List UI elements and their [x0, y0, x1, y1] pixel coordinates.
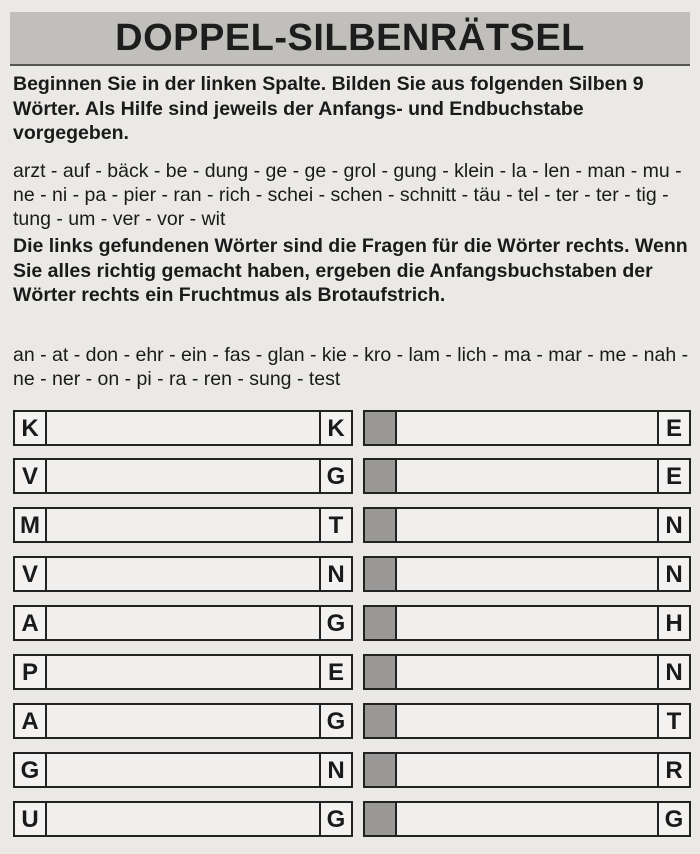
left-word-box: [13, 654, 353, 690]
left-start-letter: M: [13, 507, 47, 543]
left-answer-field[interactable]: [49, 754, 319, 786]
left-end-letter: G: [319, 458, 353, 494]
right-answer-field[interactable]: [399, 705, 657, 737]
instructions-part-1: Beginnen Sie in der linken Spalte. Bilden Sie aus folgenden Silben 9 Wörter. Als Hilfe sind jeweils der Anfangs- und Endbuchstabe vorgegeben.: [13, 73, 644, 144]
left-end-letter: E: [319, 654, 353, 690]
left-end-letter: G: [319, 605, 353, 641]
right-end-letter: G: [657, 801, 691, 837]
answer-row: [13, 801, 691, 839]
solution-letter-cell[interactable]: [363, 654, 397, 690]
left-answer-field[interactable]: [49, 509, 319, 541]
left-start-letter: A: [13, 703, 47, 739]
left-word-box: [13, 801, 353, 837]
left-answer-field[interactable]: [49, 460, 319, 492]
instructions-part-2: Die links gefundenen Wörter sind die Fragen für die Wörter rechts. Wenn Sie alles richtig gemacht haben, ergeben die Anfangsbuchstaben der Wörter rechts ein Fruchtmus als Brotaufstrich.: [13, 235, 688, 306]
left-word-box: [13, 507, 353, 543]
left-start-letter: A: [13, 605, 47, 641]
solution-letter-cell[interactable]: [363, 410, 397, 446]
left-end-letter: G: [319, 801, 353, 837]
answer-row: [13, 605, 691, 643]
answer-row: [13, 507, 691, 545]
answer-row: [13, 703, 691, 741]
solution-letter-cell[interactable]: [363, 605, 397, 641]
right-answer-field[interactable]: [399, 558, 657, 590]
left-answer-field[interactable]: [49, 705, 319, 737]
left-answer-field[interactable]: [49, 803, 319, 835]
left-start-letter: V: [13, 556, 47, 592]
left-start-letter: P: [13, 654, 47, 690]
right-end-letter: E: [657, 410, 691, 446]
left-word-box: [13, 605, 353, 641]
left-end-letter: T: [319, 507, 353, 543]
left-end-letter: K: [319, 410, 353, 446]
answer-row: [13, 458, 691, 496]
answer-row: [13, 752, 691, 790]
solution-letter-cell[interactable]: [363, 752, 397, 788]
left-start-letter: V: [13, 458, 47, 494]
left-start-letter: U: [13, 801, 47, 837]
right-answer-field[interactable]: [399, 412, 657, 444]
left-word-box: [13, 410, 353, 446]
left-answer-field[interactable]: [49, 607, 319, 639]
right-end-letter: T: [657, 703, 691, 739]
right-answer-field[interactable]: [399, 754, 657, 786]
right-word-box: [363, 605, 691, 641]
answer-row: [13, 654, 691, 692]
left-answer-field[interactable]: [49, 558, 319, 590]
left-word-box: [13, 458, 353, 494]
right-word-box: [363, 752, 691, 788]
right-answer-field[interactable]: [399, 460, 657, 492]
right-end-letter: E: [657, 458, 691, 494]
left-start-letter: K: [13, 410, 47, 446]
syllables-right-list: an - at - don - ehr - ein - fas - glan - kie - kro - lam - lich - ma - mar - me - nah - ne - ner - on - pi - ra - ren - sung - test: [13, 344, 689, 390]
right-word-box: [363, 703, 691, 739]
right-answer-field[interactable]: [399, 803, 657, 835]
solution-letter-cell[interactable]: [363, 703, 397, 739]
left-end-letter: N: [319, 752, 353, 788]
right-end-letter: N: [657, 556, 691, 592]
solution-letter-cell[interactable]: [363, 507, 397, 543]
left-word-box: [13, 556, 353, 592]
right-word-box: [363, 458, 691, 494]
right-word-box: [363, 654, 691, 690]
right-end-letter: H: [657, 605, 691, 641]
left-end-letter: G: [319, 703, 353, 739]
right-end-letter: N: [657, 507, 691, 543]
syllables-left-list: arzt - auf - bäck - be - dung - ge - ge - grol - gung - klein - la - len - man - mu - ne - ni - pa - pier - ran - rich - schei - schen - schnitt - täu - tel - ter - ter - tig - tung - um - ver - vor - wit: [13, 160, 682, 230]
answer-row: [13, 556, 691, 594]
left-answer-field[interactable]: [49, 656, 319, 688]
solution-letter-cell[interactable]: [363, 556, 397, 592]
solution-letter-cell[interactable]: [363, 458, 397, 494]
right-word-box: [363, 801, 691, 837]
left-answer-field[interactable]: [49, 412, 319, 444]
right-end-letter: R: [657, 752, 691, 788]
right-word-box: [363, 556, 691, 592]
right-answer-field[interactable]: [399, 656, 657, 688]
right-answer-field[interactable]: [399, 509, 657, 541]
right-word-box: [363, 507, 691, 543]
right-end-letter: N: [657, 654, 691, 690]
left-word-box: [13, 752, 353, 788]
left-word-box: [13, 703, 353, 739]
left-start-letter: G: [13, 752, 47, 788]
right-word-box: [363, 410, 691, 446]
left-end-letter: N: [319, 556, 353, 592]
right-answer-field[interactable]: [399, 607, 657, 639]
puzzle-title: DOPPEL-SILBENRÄTSEL: [115, 17, 585, 59]
answer-row: [13, 410, 691, 448]
solution-letter-cell[interactable]: [363, 801, 397, 837]
